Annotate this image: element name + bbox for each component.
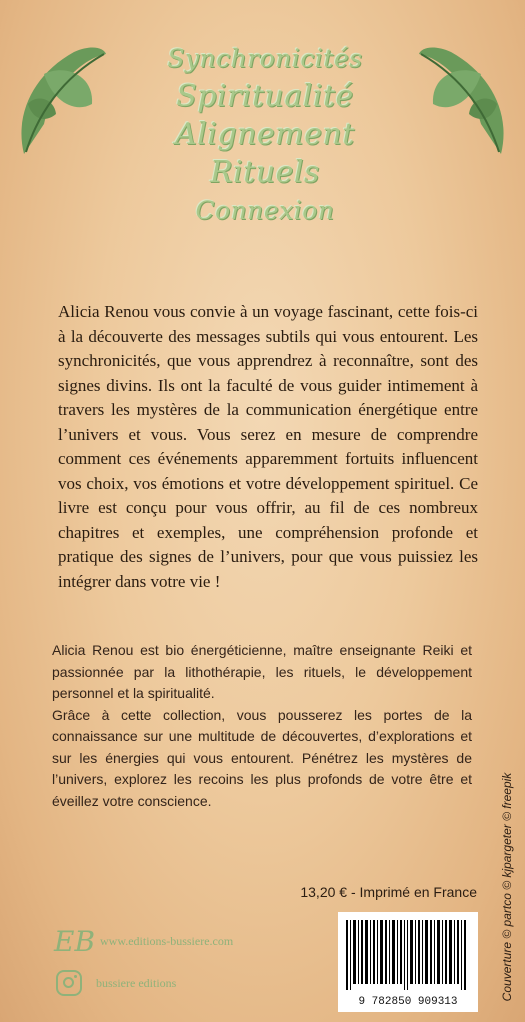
- keyword-synchronicites: Synchronicités: [167, 44, 363, 73]
- collection-paragraph: Grâce à cette collection, vous pousserez les portes de la connaissance sur une multitude de découvertes, d’explorations et sur les énergies qui vous entourent. Pénétrez les mystères de l’univers, explorez les recoins les plus profonds de votre être et éveillez votre conscience.: [52, 706, 472, 809]
- instagram-icon: [56, 970, 82, 996]
- isbn-barcode: [338, 912, 478, 1012]
- keyword-spiritualite: Spiritualité: [176, 79, 354, 114]
- leaf-ornament-left: [14, 34, 109, 164]
- publisher-logo: EB: [54, 925, 96, 958]
- keyword-alignement: Alignement: [175, 117, 355, 152]
- cover-credit: Couverture © partco © kjpargeter © freepik: [500, 772, 514, 1002]
- barcode-bars: [346, 920, 470, 990]
- isbn-number: 9 782850 909313: [358, 996, 458, 1008]
- leaf-ornament-right: [416, 34, 511, 164]
- publisher-url[interactable]: www.editions-bussiere.com: [100, 934, 234, 948]
- social-handle: bussiere editions: [96, 975, 177, 990]
- keyword-connexion: Connexion: [195, 196, 335, 225]
- price-label: 13,20 € - Imprimé en France: [300, 884, 477, 900]
- book-description: Alicia Renou vous convie à un voyage fascinant, cette fois-ci à la découverte des messages subtils qui vous entourent. Les synchronicités, que vous apprendrez à reconnaître, sont des signes divins. Ils ont la faculté de vous guider intimement à travers les mystères de la communication énergétique entre l’univers et vous. Vous serez en mesure de comprendre comment ces événements apparemment fortuits influencent vos choix, vos émotions et votre développement spirituel. Ce livre est conçu pour vous offrir, au fil de ces nombreux chapitres et exemples, une compréhension profonde et pratique des signes de l’univers, pour que vous puissiez les intégrer dans votre vie !: [58, 302, 478, 591]
- publisher-block: [54, 925, 233, 958]
- author-bio: [52, 640, 472, 812]
- keyword-list: [150, 40, 380, 230]
- keyword-rituels: Rituels: [210, 155, 320, 190]
- social-block: [56, 970, 176, 996]
- author-bio-paragraph: Alicia Renou est bio énergéticienne, maître enseignante Reiki et passionnée par la lithothérapie, les rituels, le développement personnel et la spiritualité.: [52, 642, 472, 701]
